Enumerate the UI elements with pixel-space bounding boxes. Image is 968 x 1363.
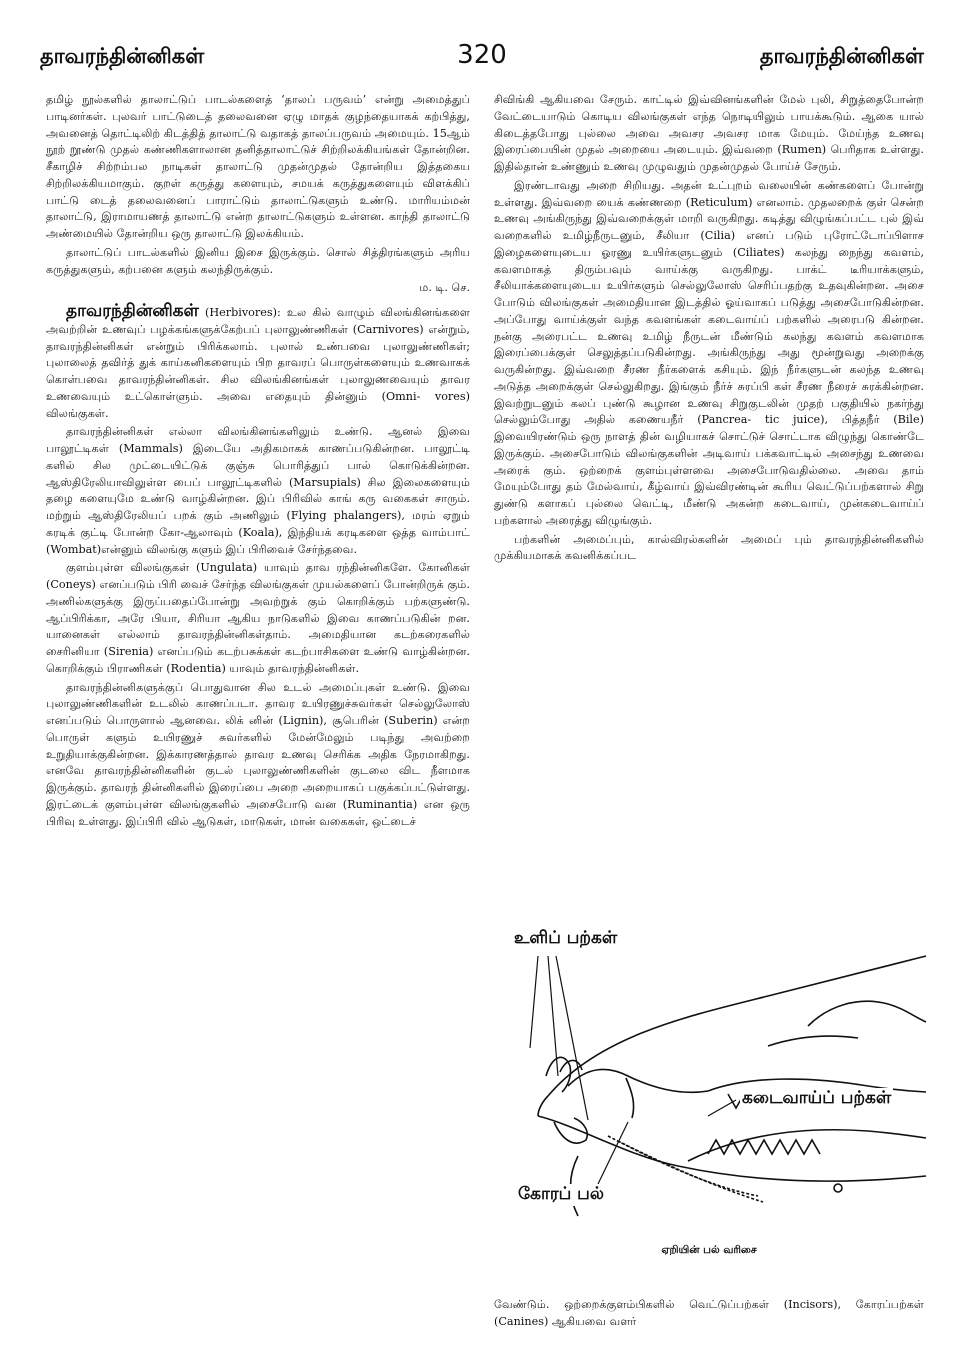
paragraph-reticulum: இரண்டாவது அறை சிறியது. அதன் உட்புறம் வலையின் கண்களைப் போன்று உள்ளது. இவ்வறை யைக் கண்ணறை (Reticulum) எனலாம். முதலறைக் குள் சென்ற உணவு அங்கிருந்து இவ்வறைக்குள் மாறி வருகிறது. கடித்து விழுங்கப்பட்ட புல் இவ் வறைகளில் உமிழ்நீருடனும், சீலியா (Cilia) எனப் படும் புரோட்டோப்பிளாச இழைகளையுடைய ஓரணு உயிர்களுடனும் (Ciliates) கலந்து நைந்து கவளம், கவளமாகத் திரும்பவும் வாய்க்கு வருகிறது. பாக்ட் டீரியாக்களும், சீலியாக்களையுடைய உயிர்களும் செல்லுலோஸ் செரிப்பதற்கு உதவுகின்றன. அசை போடும் விலங்குகள் அமைதியான இடத்தில் ஓய்வாகப் படுத்து அசைபோடுகின்றன. அப்போது வாய்க்குள் வந்த கவளங்கள் கடைவாய்ப் பற்களில் அரைபடு கின்றன. நன்கு அரைபட்ட உணவு உமிழ் நீருடன் மீண்டும் கலந்து கவளம் கவளமாக இரைப்பைக்குள் செலுத்தப்படுகின்றது. அங்கிருந்து அது மூன்றுவது அறைக்கு வருகின்றது. இவ்வறை சீரண நீர்களைக் கசியும். இந் நீர்களுடன் கலந்த உணவு அடுத்த அறைக்குள் செல்லுகிறது. இங்கும் நீர்ச் சுரப்பி கள் சீரண நீரைச் சுரக்கின்றன. இவற்றுடனும் கலப் புண்டு கூழான உணவு சிறுகுடலின் முதற் பகுதியில் நகர்ந்து செல்லும்போது அதில் கணையநீர் (Pancrea- tic juice), பித்தநீர் (Bile) இவையிரண்டும் ஒரு நாளத் தின் வழியாகச் சொட்டுச் சொட்டாக விழுந்து கொண்டே இருக்கும். அசைபோடும் விலங்குகளின் அடிவாய் பக்கவாட்டில் அசைந்து உணவை அரைக் கும். ஒற்றைக் குளம்புள்ளவை அசைபோடுவதில்லை. அவை தாம் மேயும்போது தம் மேல்வாய், கீழ்வாய் இவ்விரண்டின் கூரிய வெட்டுப்பற்களால் சிறு துண்டு களாகப் புல்லை வெட்டி, மீண்டு அகன்ற கடைவாய், முன்கடைவாய்ப் பற்களால் அரைத்து விழுங்கும். xyxy=(494,178,924,527)
paragraph-body-structure: தாவரந்தின்னிகளுக்குப் பொதுவான சில உடல் அமைப்புகள் உண்டு. இவை புலாலுண்ணிகளின் உடலில் காணப்படா. தாவர உயிரணுச்சுவர்கள் செல்லுலோஸ் எனப்படும் பொருளால் ஆனவை. லிக் னின் (Lignin), சூபெரின் (Suberin) என்ற பொருள் களும் உயிரணுச் சுவர்களில் மேன்மேலும் படிந்து அவற்றை உறுதியாக்குகின்றன. இக்காரணத்தால் தாவர உணவு செரிக்க அதிக நேரமாகிறது. எனவே தாவரந்தின்னிகளின் குடல் புலாலுண்ணிகளின் குடலை விட நீளமாக இருக்கும். தாவரந் தின்னிகளில் இரைப்பை அறை அறையாகப் பகுக்கப்பட்டுள்ளது. இரட்டைக் குளம்புள்ள விலங்குகளில் அசைபோடு வன (Ruminantia) என ஒரு பிரிவு உள்ளது. இப்பிரி வில் ஆடுகள், மாடுகள், மான் வகைகள், ஒட்டைச் xyxy=(46,680,470,828)
jaw-foramen xyxy=(834,1184,842,1192)
upper-jaw-outline xyxy=(548,956,926,1096)
header-left-title: தாவரந்தின்னிகள் xyxy=(40,44,205,68)
lower-jaw-outline xyxy=(538,1116,926,1181)
incisors-label: உளிப் பற்கள் xyxy=(514,928,618,948)
header-right-title: தாவரந்தின்னிகள் xyxy=(759,44,924,68)
entry-heading: தாவரந்தின்னிகள் xyxy=(66,301,199,321)
author-signature: ம. டி. செ. xyxy=(419,281,470,295)
canine-tooth xyxy=(626,1078,634,1118)
paragraph-lullaby-summary: தாலாட்டுப் பாடல்களில் இனிய இசை இருக்கும். சொல் சித்திரங்களும் அரிய கருத்துகளும், கற்பனை களும் கலந்திருக்கும். xyxy=(46,245,470,276)
paragraph-lullaby-literature: தமிழ் நூல்களில் தாலாட்டுப் பாடல்களைத் ‘தாலப் பருவம்’ என்று அமைத்துப் பாடினர்கள். புலவர் பாட்டுடைத் தலைவனை ஏழு மாதக் குழந்தையாகக் கற்பித்து, அவனைத் தொட்டிலிற் கிடத்தித் தாலாட்டு வதாகத் தாலப்பருவம் அமையும். 15ஆம் நூற் றூண்டு முதல் கண்ணிகளாலான தனித்தாலாட்டுச் சிற்றிலக்கியங்கள் தோன்றின. சீகாழிச் சிற்றம்பல நாடிகள் தாலாட்டு முதன்முதல் தோன்றிய இத்தகைய சிற்றிலக்கியமாகும். குறள் கருத்து களையும், சமயக் கருத்துகளையும் விளக்கிப் பாட்டு டைத் தலைவனைப் பாராட்டும் தாலாட்டுகளும் உண்டு. மாரியம்மன் தாலாட்டு, இராமாயணத் தாலாட்டு என்ற தாலாட்டுகளும் உள்ளன. காந்தி தாலாட்டு அண்மையில் தோன்றிய ஒரு தாலாட்டு இலக்கியம். xyxy=(46,93,470,240)
page-header xyxy=(40,40,924,84)
entry-intro-text: (Herbivores): உல கில் வாழும் விலங்கினங்களை அவற்றின் உணவுப் பழக்கங்களுக்கேற்பப் புலாலுண்ணிகள் (Carnivores) என்றும், தாவரந்தின்னிகள் என்றும் பிரிக்கலாம். புலால் உண்பவை புலாலுண்ணிகள்; புலாலைத் தவிர்த் துக் காய்கனிகளையும் பிற தாவரப் பொருள்களையும் உணவாகக் கொள்பவை தாவரந்தின்னிகள். சில விலங்கினங்கள் புலாலுணவையும் தாவர உணவையும் உட்கொள்ளும். அவை எதையும் தின்னும் (Omni- vores) விலங்குகள். xyxy=(46,306,470,420)
figure-caption: ஏறியின் பல் வரிசை xyxy=(661,1244,757,1256)
lower-molar-row xyxy=(688,1130,926,1161)
lower-incisor xyxy=(554,1118,587,1143)
left-column xyxy=(46,92,470,1332)
canine-label: கோரப் பல் xyxy=(518,1184,604,1204)
horse-jaw-drawing xyxy=(508,926,928,1226)
jaw-illustration xyxy=(508,926,928,1226)
paragraph-mammals: தாவரந்தின்னிகள் எல்லா விலங்கினங்களிலும் உண்டு. ஆனல் இவை பாலூட்டிகள் (Mammals) இடையே அதிகமாகக் காணப்படுகின்றன. பாலூட்டி களில் சில முட்டையிட்டுக் குஞ்சு பொரித்துப் பால் கொடுக்கின்றன. ஆஸ்திரேலியாவிலுள்ள பைப் பாலூட்டிகளில் (Marsupials) சில இலைகளையும் தழை களையுமே உண்டு வாழ்கின்றன. இப் பிரிவில் காங் கரு வகைகள் சாரும். மற்றும் ஆஸ்திரேலியப் பறக் கும் அணிலும் (Flying phalangers), மரம் ஏறும் கரடிக் குட்டி போன்ற கோ-ஆலாவும் (Koala), இந்தியக் கரடிகளை ஒத்த வாம்பாட் (Wombat)என்னும் விலங்கு களும் இப் பிரிவைச் சேர்ந்தவை. xyxy=(46,425,470,556)
paragraph-incisors-canines: வேண்டும். ஒற்றைக்குளம்பிகளில் வெட்டுப்பற்கள் (Incisors), கோரப்பற்கள் (Canines) ஆகியவை வளர் xyxy=(494,1298,924,1328)
page-number: 320 xyxy=(457,40,507,70)
paragraph-teeth: பற்களின் அமைப்பும், கால்விரல்களின் அமைப் பும் தாவரந்தின்னிகளில் முக்கியமாகக் கவனிக்கப்பட xyxy=(494,532,924,563)
paragraph-ungulates: குளம்புள்ள விலங்குகள் (Ungulata) யாவும் தாவ ரந்தின்னிகளே. கோனிகள் (Coneys) எனப்படும் பிரி வைச் சேர்ந்த விலங்குகள் முயல்களைப் போன்றிருக் கும். அணில்களுக்கு இருப்பதைப்போன்று அவற்றுக் கும் கொறிக்கும் பற்களுண்டு. ஆப்பிரிக்கா, அரே பியா, சிரியா ஆகிய நாடுகளில் இவை காணப்படுகின் றன. யானைகள் எல்லாம் தாவரந்தின்னிகள்தாம். அமைதியான கடற்கரைகளில் சைரினியா (Sirenia) எனப்படும் கடற்பசுக்கள் கடற்பாசிகளை உண்டு வாழ்கின்றன. கொறிக்கும் பிராணிகள் (Rodentia) யாவும் தாவரந்தின்னிகள். xyxy=(46,561,470,675)
entry-herbivores-intro xyxy=(46,303,470,422)
right-column-continuation xyxy=(494,1297,924,1331)
molars-label: கடைவாய்ப் பற்கள் xyxy=(742,1088,892,1108)
paragraph-rumen: சிவிங்கி ஆகியவை சேரும். காட்டில் இவ்வினங்களின் மேல் புலி, சிறுத்தைபோன்ற வேட்டையாடும் கொடிய விலங்குகள் எந்த நொடியிலும் பாயக்கூடும். ஆகை யால் கிடைத்தபோது புல்லை அவை அவசர அவசர மாக மேயும். மேய்ந்த உணவு இரைப்பையின் முதல் அறையை அடையும். இவ்வறை (Rumen) பெரிதாக உள்ளது. இதில்தான் உண்ணும் உணவு முழுவதும் முதன்முதல் போய்ச் சேரும். xyxy=(494,93,924,173)
